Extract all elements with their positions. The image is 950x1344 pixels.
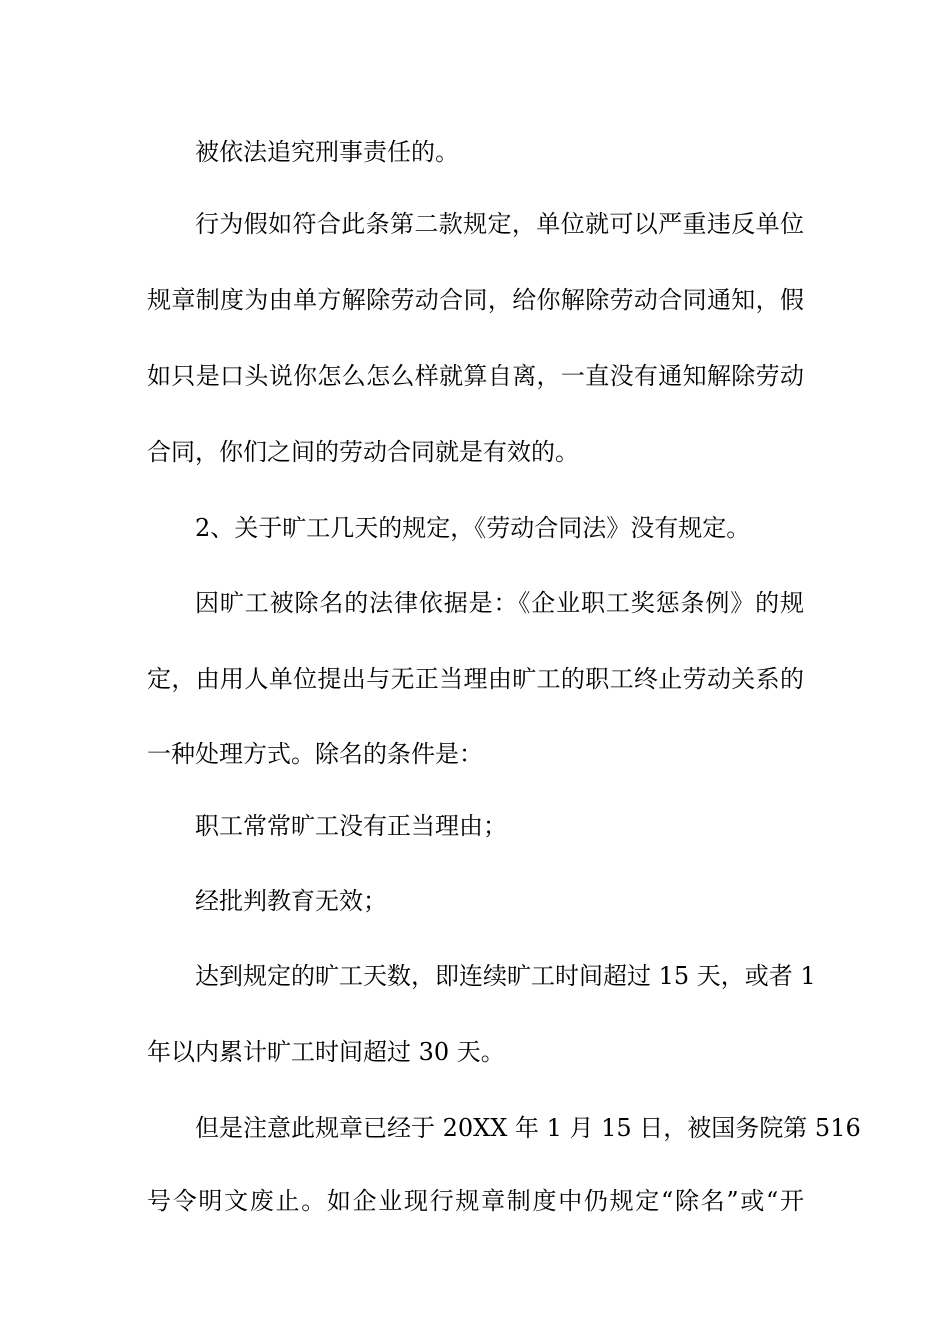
text-line: 合同，你们之间的劳动合同就是有效的。 bbox=[147, 438, 579, 466]
text-line: 行为假如符合此条第二款规定，单位就可以严重违反单位 bbox=[195, 210, 804, 238]
text-line: 被依法追究刑事责任的。 bbox=[195, 138, 459, 166]
text-line: 一种处理方式。除名的条件是： bbox=[147, 740, 483, 768]
text-line: 但是注意此规章已经于 20XX 年 1 月 15 日，被国务院第 516 bbox=[195, 1114, 861, 1142]
text-line: 规章制度为由单方解除劳动合同，给你解除劳动合同通知，假 bbox=[147, 286, 804, 314]
text-line: 年以内累计旷工时间超过 30 天。 bbox=[147, 1038, 505, 1066]
text-line: 经批判教育无效； bbox=[195, 887, 387, 915]
text-line: 因旷工被除名的法律依据是：《企业职工奖惩条例》的规 bbox=[195, 589, 804, 617]
text-line: 达到规定的旷工天数，即连续旷工时间超过 15 天，或者 1 bbox=[195, 962, 816, 990]
text-line: 如只是口头说你怎么怎么样就算自离，一直没有通知解除劳动 bbox=[147, 362, 804, 390]
text-line: 定，由用人单位提出与无正当理由旷工的职工终止劳动关系的 bbox=[147, 665, 804, 693]
text-line: 2、关于旷工几天的规定，《劳动合同法》没有规定。 bbox=[195, 514, 751, 542]
text-line: 职工常常旷工没有正当理由； bbox=[195, 812, 507, 840]
text-line: 号令明文废止。如企业现行规章制度中仍规定“除名”或“开 bbox=[147, 1187, 804, 1215]
